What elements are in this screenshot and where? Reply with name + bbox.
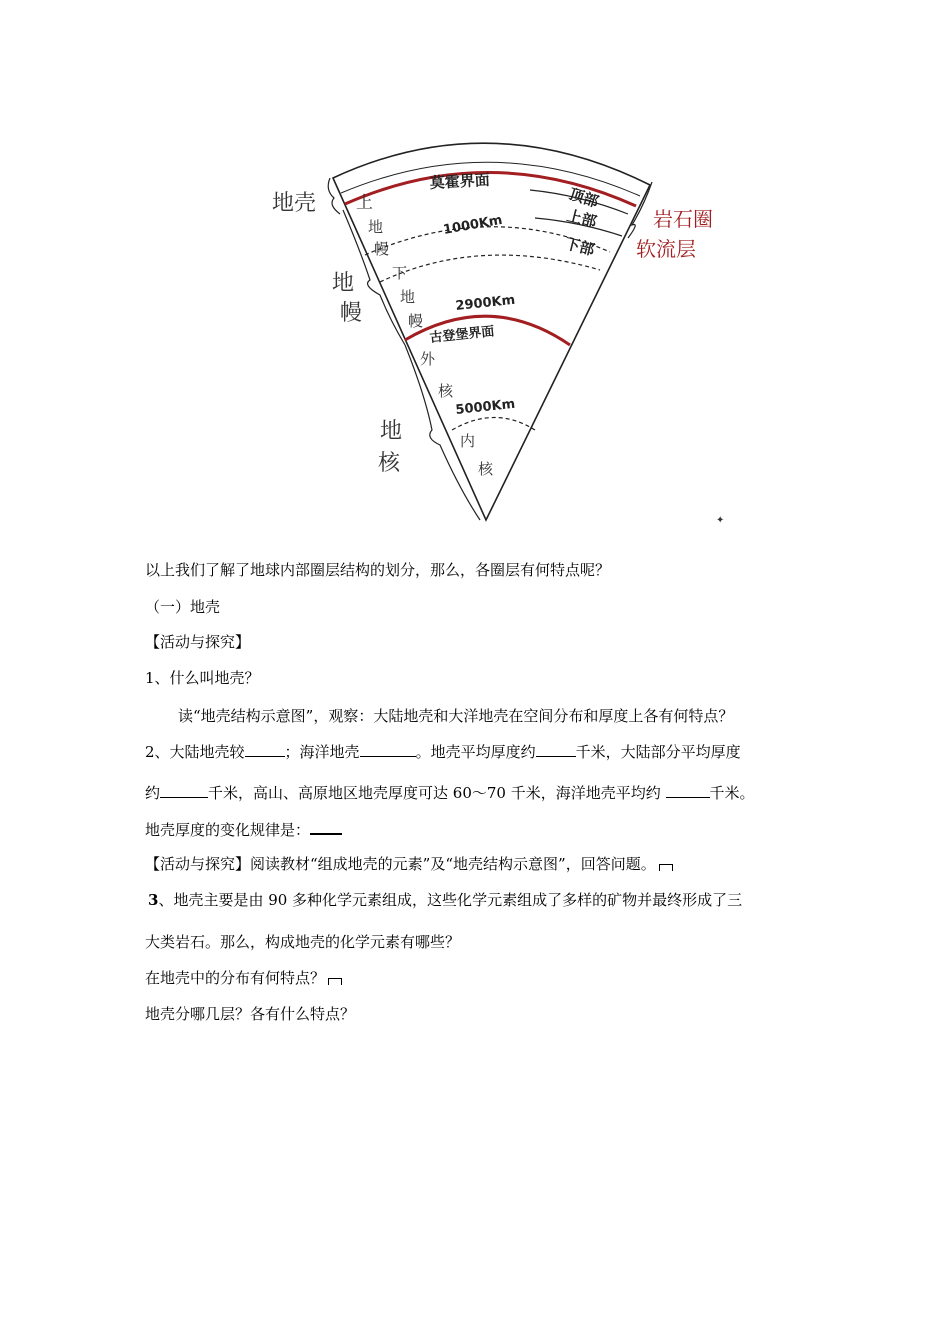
- blank-oceanic[interactable]: [360, 741, 416, 757]
- read-instruction: 读“地壳结构示意图”，观察：大陆地壳和大洋地壳在空间分布和厚度上各有何特点？: [178, 707, 734, 725]
- activity-heading-1: 【活动与探究】: [145, 633, 251, 651]
- thickness-rule: 地壳厚度的变化规律是：: [145, 818, 342, 840]
- blank-rule[interactable]: [310, 818, 342, 835]
- label-gutenberg: 古登堡界面: [428, 324, 496, 346]
- label-lower-3: 幔: [408, 312, 424, 330]
- question-2-line-2: 约 千米，高山、高原地区地壳厚度可达 60～70 千米，海洋地壳平均约 千米。: [145, 784, 755, 802]
- anchor-mark-1: [659, 864, 673, 871]
- label-inner-2: 核: [478, 460, 494, 478]
- question-3-line-1: 3、地壳主要是由 90 多种化学元素组成，这些化学元素组成了多样的矿物并最终形成了三: [148, 891, 743, 909]
- label-lower-1: 下: [392, 264, 408, 282]
- blank-oceanic-thickness[interactable]: [666, 782, 710, 798]
- label-lower-part: 下部: [563, 234, 597, 260]
- label-upper-1: 上: [356, 193, 373, 213]
- label-crust: 地壳: [272, 191, 317, 216]
- question-distribution: 在地壳中的分布有何特点？: [145, 968, 342, 988]
- label-outer-1: 外: [420, 350, 436, 368]
- mantle-division-line: [380, 255, 600, 282]
- label-upper-part: 上部: [565, 206, 599, 232]
- label-mantle-2: 幔: [340, 301, 363, 326]
- label-mantle-1: 地: [332, 271, 355, 296]
- activity-2: 【活动与探究】阅读教材“组成地壳的元素”及“地壳结构示意图”，回答问题。: [145, 854, 673, 874]
- label-core-2: 核: [378, 451, 401, 476]
- label-outer-2: 核: [438, 382, 454, 400]
- label-lower-2: 地: [400, 288, 416, 306]
- blank-continental-thickness[interactable]: [160, 782, 208, 798]
- question-3-line-2: 大类岩石。那么，构成地壳的化学元素有哪些？: [145, 933, 461, 951]
- blank-continental[interactable]: [245, 741, 285, 757]
- earth-structure-diagram: [0, 0, 950, 540]
- label-lithosphere: 岩石圈: [653, 207, 713, 231]
- depth-5000-line: [452, 418, 535, 431]
- label-depth-2900: 2900Km: [454, 292, 516, 314]
- label-core-1: 地: [380, 419, 403, 444]
- crust-brace: [328, 178, 340, 214]
- question-layers: 地壳分哪几层？各有什么特点？: [145, 1005, 356, 1023]
- intro-paragraph: 以上我们了解了地球内部圈层结构的划分，那么，各圈层有何特点呢？: [145, 561, 611, 579]
- label-top-part: 顶部: [566, 184, 601, 212]
- label-upper-2: 地: [368, 218, 384, 236]
- anchor-mark: ✦: [716, 515, 725, 526]
- label-depth-1000: 1000Km: [442, 212, 504, 238]
- label-depth-5000: 5000Km: [454, 396, 516, 418]
- label-moho: 莫霍界面: [429, 170, 491, 192]
- blank-avg-thickness[interactable]: [536, 741, 576, 757]
- label-asthenosphere: 软流层: [636, 237, 696, 261]
- anchor-mark-2: [328, 978, 342, 985]
- question-2-line-1: 2、大陆地壳较 ；海洋地壳 。地壳平均厚度约 千米，大陆部分平均厚度: [145, 743, 741, 761]
- label-upper-3: 幔: [374, 240, 390, 258]
- label-inner-1: 内: [460, 432, 476, 450]
- question-1: 1、什么叫地壳？: [145, 669, 260, 687]
- section-heading-crust: （一）地壳: [145, 598, 221, 616]
- lithosphere-brace: [628, 182, 652, 238]
